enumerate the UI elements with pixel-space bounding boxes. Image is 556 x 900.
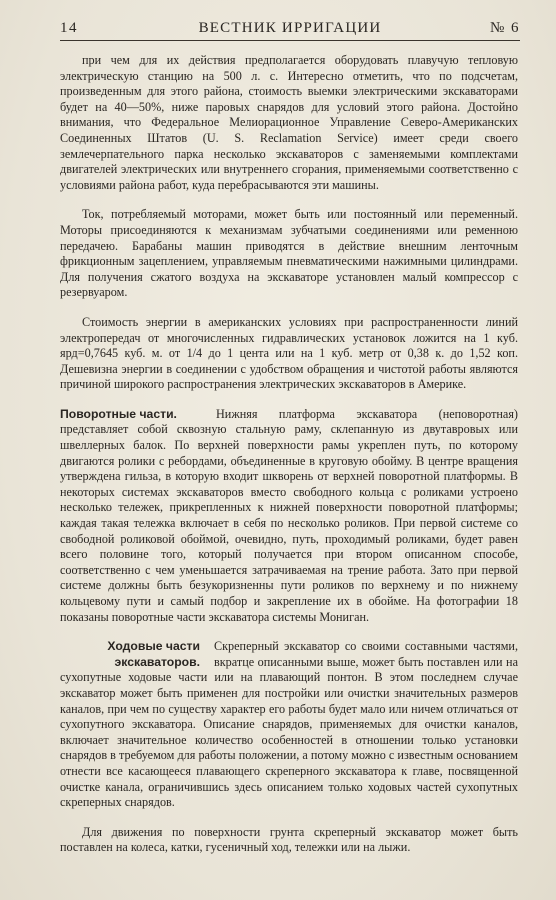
section-heading-line-2: экскаваторов. — [114, 654, 200, 669]
paragraph-energy-cost: Стоимость энергии в американских условиях при распространенности линий электропередач от многочисленных гидравлических установок ложится на 1 куб. ярд=0,7645 куб. м. от 1/4 до 1 цента или на 1 куб. метр от 0,38 к. до 1,52 коп. Дешевизна энергии в соединении с удобством обращения и чистотой работы являются причиной широкого распространения электрических экскаваторов в Америке. — [60, 314, 518, 392]
paragraph-final: Для движения по поверхности грунта скреперный экскаватор может быть поставлен на колеса, катки, гусеничный ход, тележки или на лыжи. — [60, 824, 518, 855]
paragraph-electric-station: при чем для их действия предполагается оборудовать плавучую тепловую электрическую станцию на 500 л. с. Интересно отметить, что по подсчетам, произведенным для этого района, стоимость выемки электрическими экскаваторами будет на 40—50%, ниже паровых снарядов для условий этого района. Достойно внимания, что Федеральное Мелиорационное Управление Северо-Американских Соединенных Штатов (U. S. Reclamation Service) имеет среди своего землечерпательного парка несколько экскаваторов с заменяемыми комплектами двигателей электрических или внутреннего сгорания, применяемыми соответственно с условиями района работ, куда перебрасываются эти машины. — [60, 53, 518, 192]
section-heading-line-1: Ходовые части — [107, 639, 200, 654]
issue-number: № 6 — [489, 20, 520, 36]
section-heading-running-gear — [60, 639, 206, 670]
journal-title: ВЕСТНИК ИРРИГАЦИИ — [198, 20, 382, 36]
article-body — [60, 53, 518, 856]
section-rotating-parts — [60, 407, 518, 625]
section-heading-rotating-parts: Поворотные части. — [60, 406, 177, 421]
section-text-rotating-parts: Нижняя платформа экскаватора (неповоротная) представляет собой сквозную стальную раму, склепанную из двутавровых или швеллерных балок. По верхней поверхности рамы укреплен путь, по которому двигаются ролики с ребордами, объединенные в круговую обойму. В центре вращения утверждена гильза, в которую входит шкворень от верхней поворотной платформы. В некоторых системах экскаваторов вместо свободного кольца с роликами устроено несколько тележек, прикрепленных к нижней поверхности поворотной платформы; каждая такая тележка включает в себя по несколько роликов. При первой системе со свободной роликовой обоймой, очевидно, путь, проходимый роликами, будет равен всего половине того, который получается при втором описанном способе, соответственно с чем уменьшается затрачиваемая на трение работа. Зато при первой системе должны быть безукоризненны пути роликов по верхнему и по нижнему кольцевому пути и самый подбор и закрепление их в обойме. На фотографии 18 показаны поворотные части экскаватора системы Мониган. — [60, 406, 518, 624]
section-running-gear — [60, 639, 518, 811]
page-number: 14 — [60, 20, 78, 36]
paragraph-motors: Ток, потребляемый моторами, может быть или постоянный или переменный. Моторы присоединяются к механизмам зубчатыми соединениями или ременною передачею. Барабаны машин приводятся в действие внешним ленточным фрикционным зацеплением, управляемым пневматическими нажимными цилиндрами. Для получения сжатого воздуха на экскаваторе установлен малый компрессор с резервуаром. — [60, 207, 518, 300]
running-header — [60, 18, 520, 41]
section-text-running-gear: Скреперный экскаватор со своими составными частями, вкратце описанными выше, может быть поставлен или на сухопутные ходовые части или на плавающий понтон. В этом последнем случае экскаватор может быть применен для постройки или очистки значительных размеров каналов, при чем по существу характер его работы будет мало или ничем отличаться от сухопутного экскаватора. Описание снарядов, применяемых для очистки каналов, включает значительное количество особенностей в отношении только установки снарядов в требуемом для работы положении, а потому можно с известным основанием отнести все касающееся плавающего скреперного экскаватора к главе, посвященной очистке канала, ограничившись здесь описанием только ходовых частей сухопутных скреперных снарядов. — [60, 639, 518, 810]
